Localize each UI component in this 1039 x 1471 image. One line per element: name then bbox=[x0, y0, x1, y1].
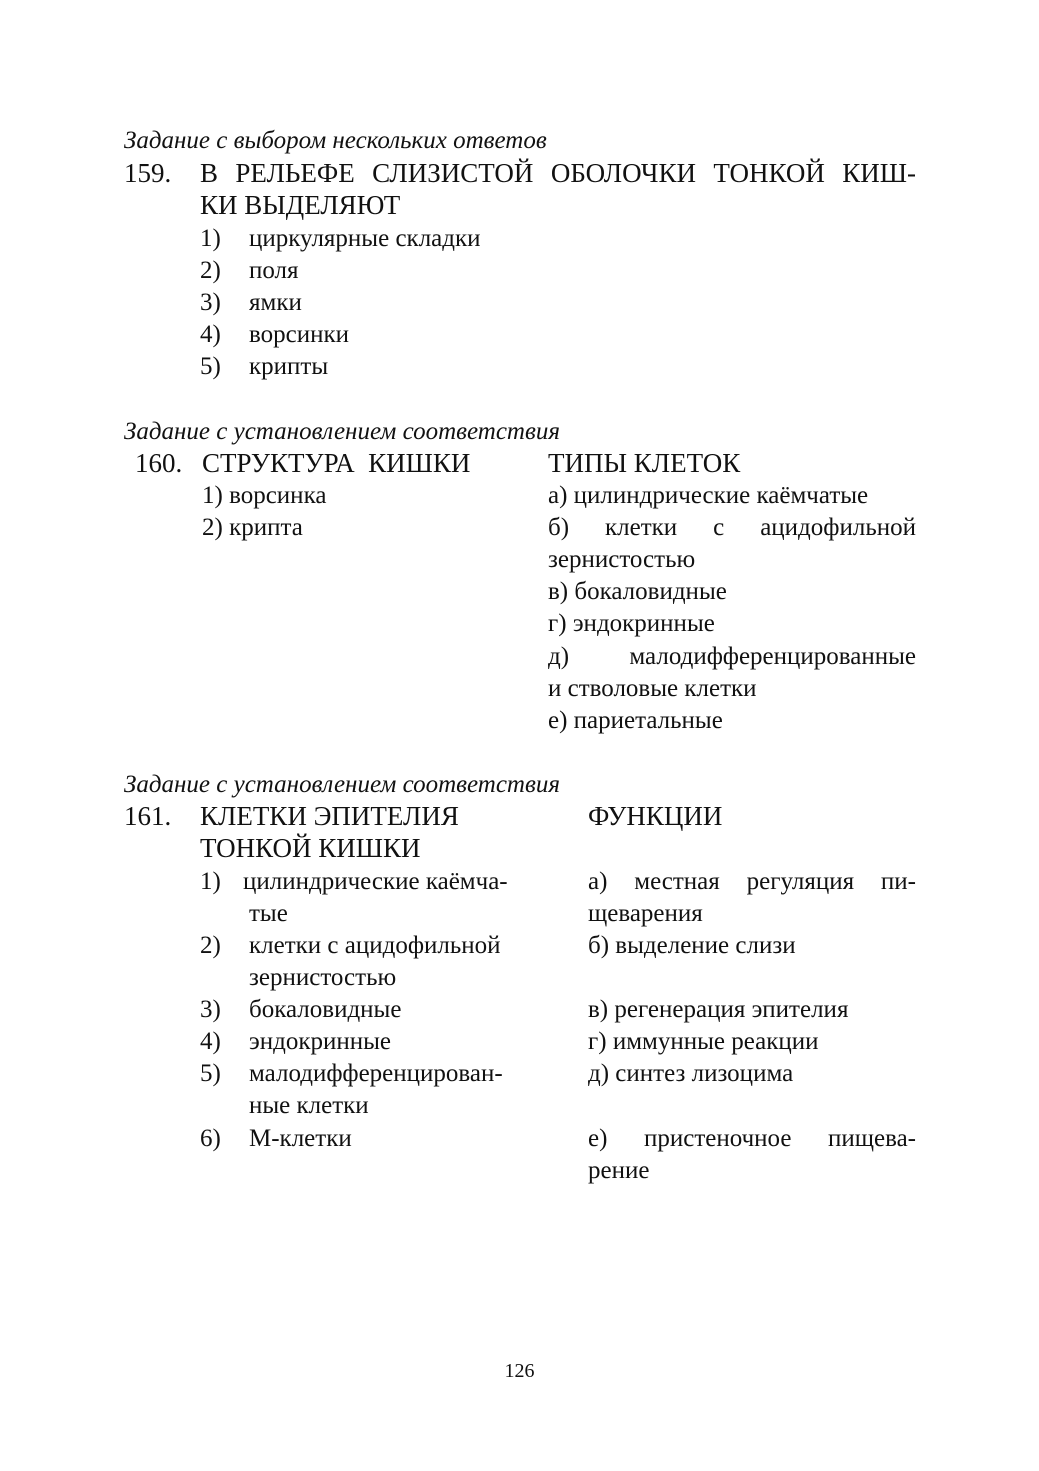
page-number: 126 bbox=[504, 1360, 535, 1382]
task-type-label: Задание с установлением соответствия bbox=[124, 771, 560, 798]
task-type-label: Задание с установлением соответствия bbox=[124, 418, 560, 445]
right-item: е) париетальные bbox=[548, 707, 723, 734]
question-number: 159. bbox=[124, 158, 172, 188]
left-item-text: малодифференцирован- bbox=[249, 1060, 503, 1087]
right-item: а) местная регуляция пи- bbox=[588, 868, 916, 895]
left-item-text: эндокринные bbox=[249, 1028, 392, 1055]
left-column-header-line2: ТОНКОЙ КИШКИ bbox=[200, 833, 421, 863]
left-item-number: 2) bbox=[200, 932, 221, 959]
left-item-number: 1) bbox=[200, 868, 221, 895]
left-column-header: СТРУКТУРА КИШКИ bbox=[202, 448, 471, 478]
right-item: д) малодифференцированные bbox=[548, 643, 916, 670]
left-item-continuation: зернистостью bbox=[249, 964, 397, 991]
option-text: ворсинки bbox=[249, 321, 350, 348]
option-text: поля bbox=[249, 257, 299, 284]
option-number: 1) bbox=[200, 225, 221, 252]
option-number: 4) bbox=[200, 321, 221, 348]
right-item-continuation: рение bbox=[588, 1157, 650, 1184]
left-item-number: 3) bbox=[200, 996, 221, 1023]
left-item: 1) ворсинка bbox=[202, 482, 327, 509]
left-item-number: 6) bbox=[200, 1125, 221, 1152]
option-number: 5) bbox=[200, 353, 221, 380]
task-type-label: Задание с выбором нескольких ответов bbox=[124, 127, 547, 154]
right-column-header: ТИПЫ КЛЕТОК bbox=[548, 448, 741, 478]
right-item: в) регенерация эпителия bbox=[588, 996, 849, 1023]
left-item-continuation: ные клетки bbox=[249, 1092, 369, 1119]
right-item-continuation: и стволовые клетки bbox=[548, 675, 757, 702]
option-text: крипты bbox=[249, 353, 329, 380]
question-number: 160. bbox=[135, 448, 183, 478]
right-column-header: ФУНКЦИИ bbox=[588, 801, 723, 831]
left-item: 2) крипта bbox=[202, 514, 303, 541]
right-item: е) пристеночное пищева- bbox=[588, 1125, 916, 1152]
left-column-header-line1: КЛЕТКИ ЭПИТЕЛИЯ bbox=[200, 801, 459, 831]
right-item: г) эндокринные bbox=[548, 610, 715, 637]
question-text-line1: В РЕЛЬЕФЕ СЛИЗИСТОЙ ОБОЛОЧКИ ТОНКОЙ КИШ- bbox=[200, 158, 916, 188]
left-item-text: бокаловидные bbox=[249, 996, 402, 1023]
right-item-continuation: зернистостью bbox=[548, 546, 696, 573]
right-item: г) иммунные реакции bbox=[588, 1028, 819, 1055]
right-item: б) выделение слизи bbox=[588, 932, 796, 959]
left-item-text: клетки с ацидофильной bbox=[249, 932, 501, 959]
left-item-number: 5) bbox=[200, 1060, 221, 1087]
option-text: циркулярные складки bbox=[249, 225, 481, 252]
right-item: б) клетки с ацидофильной bbox=[548, 514, 916, 541]
question-number: 161. bbox=[124, 801, 172, 831]
left-item-text: М-клетки bbox=[249, 1125, 352, 1152]
option-number: 2) bbox=[200, 257, 221, 284]
question-text-line2: КИ ВЫДЕЛЯЮТ bbox=[200, 190, 401, 220]
right-item: д) синтез лизоцима bbox=[588, 1060, 794, 1087]
left-item-number: 4) bbox=[200, 1028, 221, 1055]
left-item-text: цилиндрические каёмча- bbox=[243, 868, 508, 895]
right-item: в) бокаловидные bbox=[548, 578, 727, 605]
option-number: 3) bbox=[200, 289, 221, 316]
left-item-continuation: тые bbox=[249, 900, 288, 927]
right-item-continuation: щеварения bbox=[588, 900, 703, 927]
right-item: а) цилиндрические каёмчатые bbox=[548, 482, 869, 509]
option-text: ямки bbox=[249, 289, 302, 316]
